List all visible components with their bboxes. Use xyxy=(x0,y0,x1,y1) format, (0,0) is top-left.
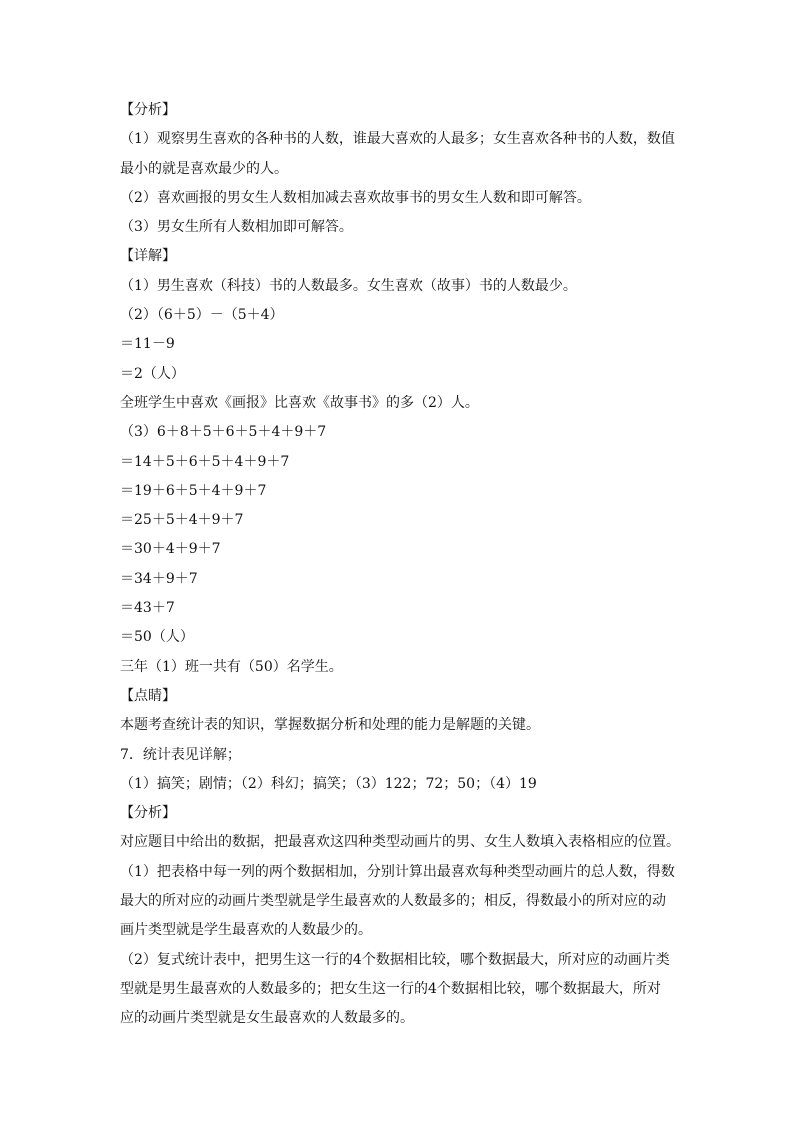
text-line: 对应题目中给出的数据，把最喜欢这四种类型动画片的男、女生人数填入表格相应的位置。 xyxy=(120,834,680,851)
text-line: （1）观察男生喜欢的各种书的人数，谁最大喜欢的人最多；女生喜欢各种书的人数，数值 xyxy=(120,131,675,148)
equation-line: ＝19＋6＋5＋4＋9＋7 xyxy=(120,482,267,499)
text-line: 应的动画片类型就是女生最喜欢的人数最多的。 xyxy=(120,1010,414,1027)
text-line: 全班学生中喜欢《画报》比喜欢《故事书》的多（2）人。 xyxy=(120,394,479,411)
answer-line: （1）搞笑；剧情；（2）科幻；搞笑；（3）122；72；50；（4）19 xyxy=(120,775,537,792)
text-line: 最小的就是喜欢最少的人。 xyxy=(120,160,288,177)
text-line: 三年（1）班一共有（50）名学生。 xyxy=(120,658,343,675)
section-heading-remark: 【点睛】 xyxy=(120,687,176,704)
text-line: 型就是男生最喜欢的人数最多的；把女生这一行的4个数据相比较，哪个数据最大，所对 xyxy=(120,980,661,997)
text-line: 最大的所对应的动画片类型就是学生最喜欢的人数最多的；相反，得数最小的所对应的动 xyxy=(120,893,666,910)
equation-line: ＝50（人） xyxy=(120,629,194,646)
equation-line: ＝2（人） xyxy=(120,365,185,382)
text-line: （2）复式统计表中，把男生这一行的4个数据相比较，哪个数据最大，所对应的动画片类 xyxy=(120,951,670,968)
equation-line: （2）（6＋5）－（5＋4） xyxy=(120,307,284,324)
equation-line: ＝25＋5＋4＋9＋7 xyxy=(120,512,244,529)
question-number-line: 7．统计表见详解； xyxy=(120,746,241,763)
equation-line: ＝30＋4＋9＋7 xyxy=(120,541,221,558)
equation-line: （3）6＋8＋5＋6＋5＋4＋9＋7 xyxy=(120,424,327,441)
section-heading-detail: 【详解】 xyxy=(120,248,176,265)
text-line: 本题考查统计表的知识，掌握数据分析和处理的能力是解题的关键。 xyxy=(120,717,540,734)
equation-line: ＝14＋5＋6＋5＋4＋9＋7 xyxy=(120,453,290,470)
text-line: （1）男生喜欢（科技）书的人数最多。女生喜欢（故事）书的人数最少。 xyxy=(120,277,577,294)
text-line: （3）男女生所有人数相加即可解答。 xyxy=(120,219,353,236)
text-line: （1）把表格中每一列的两个数据相加，分别计算出最喜欢每种类型动画片的总人数，得数 xyxy=(120,863,675,880)
document-page xyxy=(120,96,710,1034)
equation-line: ＝34＋9＋7 xyxy=(120,570,198,587)
equation-line: ＝11－9 xyxy=(120,336,175,353)
text-line: （2）喜欢画报的男女生人数相加减去喜欢故事书的男女生人数和即可解答。 xyxy=(120,189,591,206)
section-heading-analysis: 【分析】 xyxy=(120,102,176,118)
equation-line: ＝43＋7 xyxy=(120,600,175,617)
text-line: 画片类型就是学生最喜欢的人数最少的。 xyxy=(120,922,372,939)
section-heading-analysis: 【分析】 xyxy=(120,805,176,822)
